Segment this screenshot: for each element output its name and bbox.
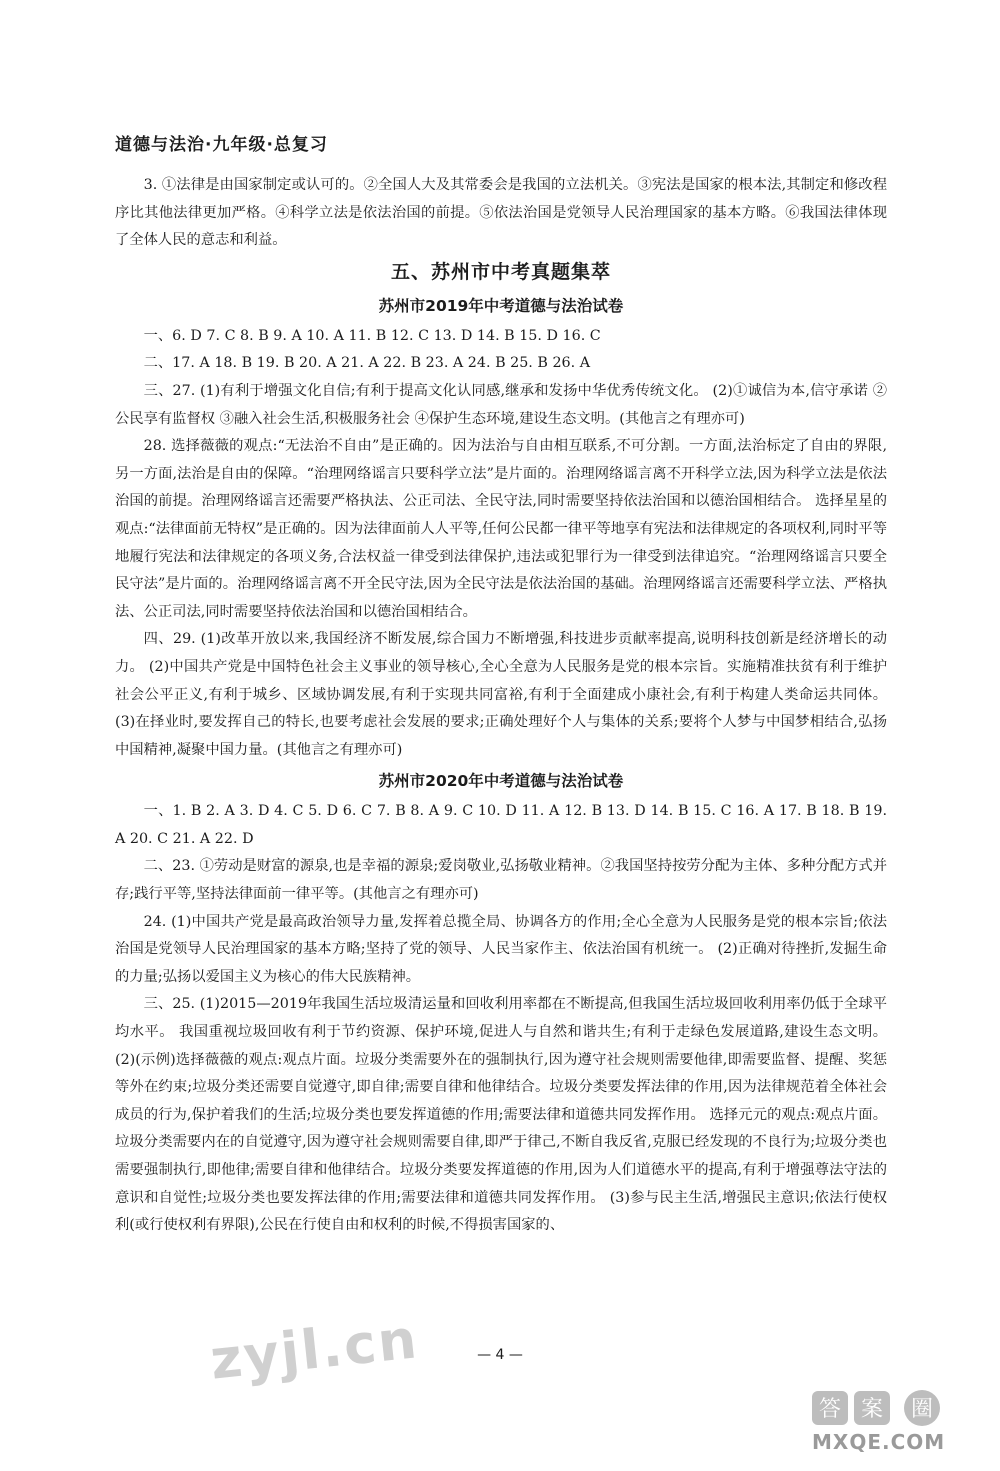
answer-paragraph: 三、27. (1)有利于增强文化自信;有利于提高文化认同感,继承和发扬中华优秀传统文化。 (2)①诚信为本,信守承诺 ②公民享有监督权 ③融入社会生活,积极服务社会 ④保护生态环境,建设生态文明。(其他言之有理亦可) (115, 382, 887, 427)
answer-paragraph: 四、29. (1)改革开放以来,我国经济不断发展,综合国力不断增强,科技进步贡献率提高,说明科技创新是经济增长的动力。 (2)中国共产党是中国特色社会主义事业的领导核心,全心全意为人民服务是党的根本宗旨。实施精准扶贫有利于维护社会公平正义,有利于城乡、区域协调发展,有利于实现共同富裕,有利于全面建成小康社会,有利于构建人类命运共同体。 (3)在择业时,要发挥自己的特长,也要考虑社会发展的要求;正确处理好个人与集体的关系;要将个人梦与中国梦相结合,弘扬中国精神,凝聚中国力量。(其他言之有理亦可) (115, 631, 887, 758)
answer-paragraph: 28. 选择薇薇的观点:“无法治不自由”是正确的。因为法治与自由相互联系,不可分割。一方面,法治标定了自由的界限,另一方面,法治是自由的保障。“治理网络谣言只要科学立法”是片面的。治理网络谣言离不开科学立法,因为科学立法是依法治国的前提。治理网络谣言还需要严格执法、公正司法、全民守法,同时需要坚持依法治国和以德治国相结合。 选择星星的观点:“法律面前无特权”是正确的。因为法律面前人人平等,任何公民都一律平等地享有宪法和法律规定的各项权利,同时平等地履行宪法和法律规定的各项义务,合法权益一律受到法律保护,违法或犯罪行为一律受到法律追究。“治理网络谣言只要全民守法”是片面的。治理网络谣言离不开全民守法,因为全民守法是依法治国的基础。治理网络谣言还需要科学立法、严格执法、公正司法,同时需要坚持依法治国和以德治国相结合。 (115, 438, 887, 620)
answer-paragraph: 3. ①法律是由国家制定或认可的。②全国人大及其常委会是我国的立法机关。③宪法是国家的根本法,其制定和修改程序比其他法律更加严格。④科学立法是依法治国的前提。⑤依法治国是党领导人民治理国家的基本方略。⑥我国法律体现了全体人民的意志和利益。 (115, 177, 887, 249)
answer-paragraph: 24. (1)中国共产党是最高政治领导力量,发挥着总揽全局、协调各方的作用;全心全意为人民服务是党的根本宗旨;依法治国是党领导人民治理国家的基本方略;坚持了党的领导、人民当家作主、依法治国有机统一。 (2)正确对待挫折,发掘生命的力量;弘扬以爱国主义为核心的伟大民族精神。 (115, 913, 887, 985)
page-number: — 4 — (477, 1347, 523, 1363)
watermark-logo-char: 案 (860, 1397, 884, 1422)
watermark-url: MXQE.COM (812, 1430, 946, 1454)
watermark-logo-char: 答 (818, 1397, 842, 1422)
answer-paragraph: 三、25. (1)2015—2019年我国生活垃圾清运量和回收利用率都在不断提高,但我国生活垃圾回收利用率仍低于全球平均水平。 我国重视垃圾回收有利于节约资源、保护环境,促进人与自然和谐共生;有利于走绿色发展道路,建设生态文明。 (2)(示例)选择薇薇的观点:观点片面。垃圾分类需要外在的强制执行,因为遵守社会规则需要他律,即需要监督、提醒、奖惩等外在约束;垃圾分类还需要自觉遵守,即自律;需要自律和他律结合。垃圾分类要发挥法律的作用,因为法律规范着全体社会成员的行为,保护着我们的生活;垃圾分类也要发挥道德的作用;需要法律和道德共同发挥作用。 选择元元的观点:观点片面。垃圾分类需要内在的自觉遵守,因为遵守社会规则需要自律,即严于律己,不断自我反省,克服已经发现的不良行为;垃圾分类也需要强制执行,即他律;需要自律和他律结合。垃圾分类要发挥道德的作用,因为人们道德水平的提高,有利于增强尊法守法的意识和自觉性;垃圾分类也要发挥法律的作用;需要法律和道德共同发挥作用。 (3)参与民主生活,增强民主意识;依法行使权利(或行使权利有界限),公民在行使自由和权利的时候,不得损害国家的、 (115, 996, 887, 1234)
page-content (115, 172, 887, 1240)
answer-paragraph: 一、6. D 7. C 8. B 9. A 10. A 11. B 12. C 13. D 14. B 15. D 16. C (143, 327, 601, 344)
answer-paragraph: 二、23. ①劳动是财富的源泉,也是幸福的源泉;爱岗敬业,弘扬敬业精神。②我国坚持按劳分配为主体、多种分配方式并存;践行平等,坚持法律面前一律平等。(其他言之有理亦可) (115, 858, 887, 903)
exam-2019-title: 苏州市2019年中考道德与法治试卷 (378, 296, 624, 315)
watermark-logo-icon (810, 1385, 970, 1429)
running-header: 道德与法治·九年级·总复习 (115, 135, 328, 155)
answer-paragraph: 一、1. B 2. A 3. D 4. C 5. D 6. C 7. B 8. A 9. C 10. D 11. A 12. B 13. D 14. B 15. C 16. A 17. B 18. B 19. A 20. C 21. A 22. D (115, 803, 887, 847)
exam-2020-title: 苏州市2020年中考道德与法治试卷 (378, 772, 624, 791)
answer-paragraph: 二、17. A 18. B 19. B 20. A 21. A 22. B 23. A 24. B 25. B 26. A (143, 355, 591, 372)
watermark-site: zyjl.cn (207, 1307, 422, 1392)
watermark-logo-char: 圈 (910, 1397, 934, 1422)
section-title: 五、苏州市中考真题集萃 (390, 260, 611, 283)
